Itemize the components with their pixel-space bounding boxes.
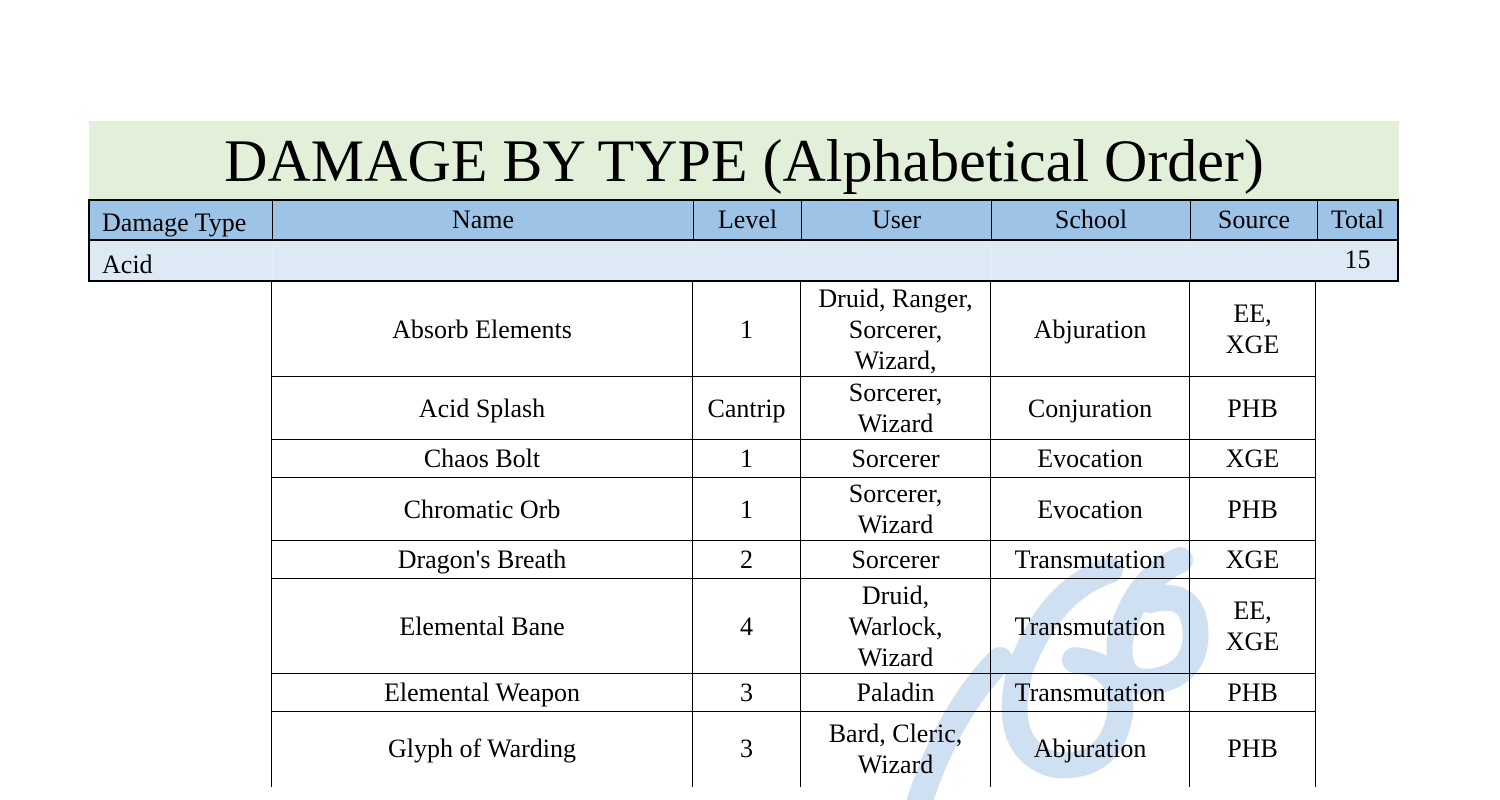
category-empty-cell (1191, 241, 1318, 280)
spell-source: PHB (1189, 478, 1316, 540)
spell-user: Bard, Cleric, Wizard (800, 712, 990, 787)
header-level: Level (694, 201, 802, 239)
spell-level: 3 (692, 712, 800, 787)
spell-school: Abjuration (990, 712, 1189, 787)
table-row (271, 579, 1316, 674)
category-empty-cell (694, 241, 802, 280)
spell-name: Elemental Bane (271, 579, 692, 673)
spell-level: 1 (692, 440, 800, 477)
spell-source: PHB (1189, 377, 1316, 439)
spell-school: Transmutation (990, 541, 1189, 578)
spell-level: 1 (692, 478, 800, 540)
category-empty-cell (273, 241, 694, 280)
table-row (271, 440, 1316, 478)
header-user: User (802, 201, 992, 239)
spell-table-body (271, 282, 1316, 787)
category-empty-cell (802, 241, 992, 280)
table-row (271, 712, 1316, 787)
page-title (89, 121, 1399, 199)
header-source: Source (1191, 201, 1318, 239)
spell-source: PHB (1189, 712, 1316, 787)
category-empty-cell (992, 241, 1191, 280)
spell-name: Chaos Bolt (271, 440, 692, 477)
spell-level: 2 (692, 541, 800, 578)
spell-school: Conjuration (990, 377, 1189, 439)
table-header-row (88, 199, 1399, 241)
table-row (271, 541, 1316, 579)
spell-user: Sorcerer (800, 541, 990, 578)
category-total: 15 (1344, 244, 1371, 274)
spell-source: EE, XGE (1189, 579, 1316, 673)
category-type: Acid (90, 241, 273, 280)
spell-user: Sorcerer, Wizard (800, 478, 990, 540)
spell-name: Chromatic Orb (271, 478, 692, 540)
header-name: Name (273, 201, 694, 239)
spell-source: XGE (1189, 541, 1316, 578)
spell-name: Acid Splash (271, 377, 692, 439)
page-title-text: DAMAGE BY TYPE (Alphabetical Order) (224, 128, 1264, 194)
header-school: School (992, 201, 1191, 239)
spell-level: 3 (692, 674, 800, 711)
spell-user: Paladin (800, 674, 990, 711)
spell-name: Elemental Weapon (271, 674, 692, 711)
spell-school: Transmutation (990, 579, 1189, 673)
table-row (271, 674, 1316, 712)
table-row (271, 282, 1316, 377)
spell-user: Sorcerer, Wizard (800, 377, 990, 439)
header-total: Total (1330, 205, 1385, 234)
spell-source: XGE (1189, 440, 1316, 477)
spell-school: Transmutation (990, 674, 1189, 711)
spell-level: Cantrip (692, 377, 800, 439)
spell-source: PHB (1189, 674, 1316, 711)
spell-name: Dragon's Breath (271, 541, 692, 578)
spell-level: 1 (692, 282, 800, 376)
spell-user: Sorcerer (800, 440, 990, 477)
table-row (271, 478, 1316, 541)
spell-level: 4 (692, 579, 800, 673)
header-damage-type: Damage Type (90, 201, 273, 239)
spell-user: Druid, Ranger, Sorcerer, Wizard, (800, 282, 990, 376)
spell-source: EE, XGE (1189, 282, 1316, 376)
spell-name: Glyph of Warding (271, 712, 692, 787)
spell-school: Abjuration (990, 282, 1189, 376)
table-row (271, 377, 1316, 440)
spell-user: Druid, Warlock, Wizard (800, 579, 990, 673)
category-row-acid (88, 241, 1399, 282)
spell-school: Evocation (990, 478, 1189, 540)
spell-school: Evocation (990, 440, 1189, 477)
spell-name: Absorb Elements (271, 282, 692, 376)
